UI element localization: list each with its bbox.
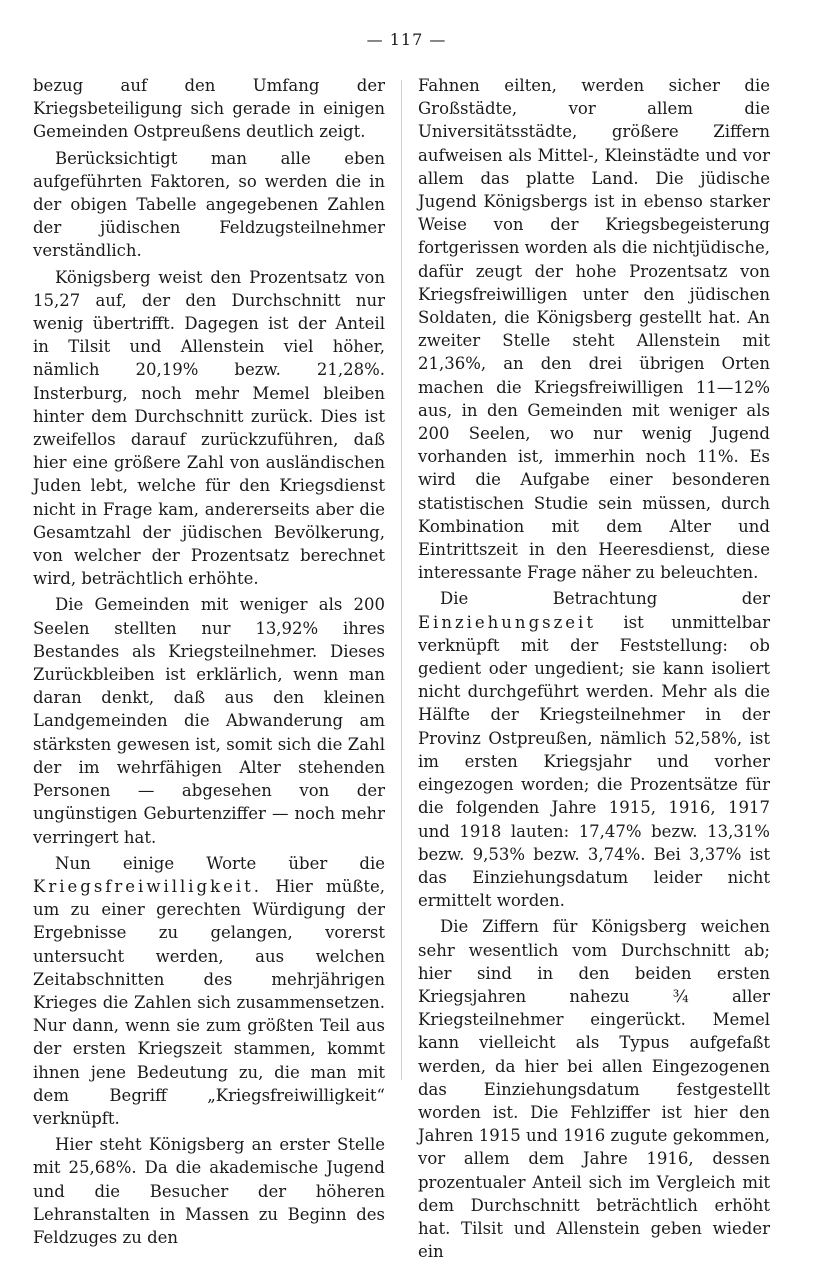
spaced-term: Kriegsfreiwilligkeit. xyxy=(33,876,263,896)
paragraph-text: Die Betrachtung der xyxy=(440,589,770,609)
spaced-term: Einziehungszeit xyxy=(418,612,596,632)
paragraph-text: ist unmittelbar verknüpft mit der Feststellung: ob gedient oder ungedient; sie kann isoliert nicht durchgeführt werden. Mehr als die Hälfte der Kriegsteilnehmer in der Provinz Ostpreußen, nämlich 52,58%, ist im ersten Kriegsjahr und vorher eingezogen worden; die Prozentsätze für die folgenden Jahre 1915, 1916, 1917 und 1918 lauten: 17,47% bezw. 13,31% bezw. 9,53% bezw. 3,74%. Bei 3,37% ist das Einziehungsdatum leider nicht ermittelt worden. xyxy=(418,612,770,911)
left-column xyxy=(33,74,385,1249)
paragraph xyxy=(33,852,385,1130)
paragraph-continuation: Fahnen eilten, werden sicher die Großstädte, vor allem die Universitätsstädte, größere Ziffern aufweisen als Mittel-, Kleinstädte und vor allem das platte Land. Die jüdische Jugend Königsbergs ist in ebenso starker Weise von der Kriegsbegeisterung fortgerissen worden als die nichtjüdische, dafür zeugt der hohe Prozentsatz von Kriegsfreiwilligen unter den jüdischen Soldaten, die Königsberg gestellt hat. An zweiter Stelle steht Allenstein mit 21,36%, an den drei übrigen Orten machen die Kriegsfreiwilligen 11—12% aus, in den Gemeinden mit weniger als 200 Seelen, wo nur wenig Jugend vorhanden ist, immerhin noch 11%. Es wird die Aufgabe einer besonderen statistischen Studie sein müssen, durch Kombination mit dem Alter und Eintrittszeit in den Heeresdienst, diese interessante Frage näher zu beleuchten. xyxy=(418,76,770,583)
paragraph-text: Hier müßte, um zu einer gerechten Würdigung der Ergebnisse zu gelangen, vorerst untersucht werden, aus welchen Zeitabschnitten des mehrjährigen Krieges die Zahlen sich zusammensetzen. Nur dann, wenn sie zum größten Teil aus der ersten Kriegszeit stammen, kommt ihnen jene Bedeutung zu, die man mit dem Begriff „Kriegsfreiwilligkeit“ verknüpft. xyxy=(33,876,385,1128)
paragraph xyxy=(418,587,770,912)
paragraph: Königsberg weist den Prozentsatz von 15,27 auf, der den Durchschnitt nur wenig übertrifft. Dagegen ist der Anteil in Tilsit und Allenstein viel höher, nämlich 20,19% bezw. 21,28%. Insterburg, noch mehr Memel bleiben hinter dem Durchschnitt zurück. Dies ist zweifellos darauf zurückzuführen, daß hier eine größere Zahl von ausländischen Juden lebt, welche für den Kriegsdienst nicht in Frage kam, andererseits aber die Gesamtzahl der jüdischen Bevölkerung, von welcher der Prozentsatz berechnet wird, beträchtlich erhöhte. xyxy=(33,267,385,589)
paragraph: Hier steht Königsberg an erster Stelle mit 25,68%. Da die akademische Jugend und die Besucher der höheren Lehranstalten in Massen zu Beginn des Feldzuges zu den xyxy=(33,1135,385,1247)
right-column xyxy=(418,74,770,1263)
paragraph-text: Nun einige Worte über die xyxy=(55,853,385,873)
paragraph: Die Gemeinden mit weniger als 200 Seelen stellten nur 13,92% ihres Bestandes als Kriegsteilnehmer. Dieses Zurückbleiben ist erklärlich, wenn man daran denkt, daß aus den kleinen Landgemeinden die Abwanderung am stärksten gewesen ist, somit sich die Zahl der im wehrfähigen Alter stehenden Personen — abgesehen von der ungünstigen Geburtenziffer — noch mehr verringert hat. xyxy=(33,595,385,847)
column-divider xyxy=(401,80,402,1080)
page-number: — 117 — xyxy=(366,30,447,49)
paragraph: Berücksichtigt man alle eben aufgeführten Faktoren, so werden die in der obigen Tabelle angegebenen Zahlen der jüdischen Feldzugsteilnehmer verständlich. xyxy=(33,148,385,261)
paragraph-continuation: bezug auf den Umfang der Kriegsbeteiligung sich gerade in einigen Gemeinden Ostpreußens deutlich zeigt. xyxy=(33,76,385,142)
paragraph: Die Ziffern für Königsberg weichen sehr wesentlich vom Durchschnitt ab; hier sind in den beiden ersten Kriegsjahren nahezu ¾ aller Kriegsteilnehmer eingerückt. Memel kann vielleicht als Typus aufgefaßt werden, da hier bei allen Eingezogenen das Einziehungsdatum festgestellt worden ist. Die Fehlziffer ist hier den Jahren 1915 und 1916 zugute gekommen, vor allem dem Jahre 1916, dessen prozentualer Anteil sich im Vergleich mit dem Durchschnitt beträchtlich erhöht hat. Tilsit und Allenstein geben wieder ein xyxy=(418,917,770,1262)
